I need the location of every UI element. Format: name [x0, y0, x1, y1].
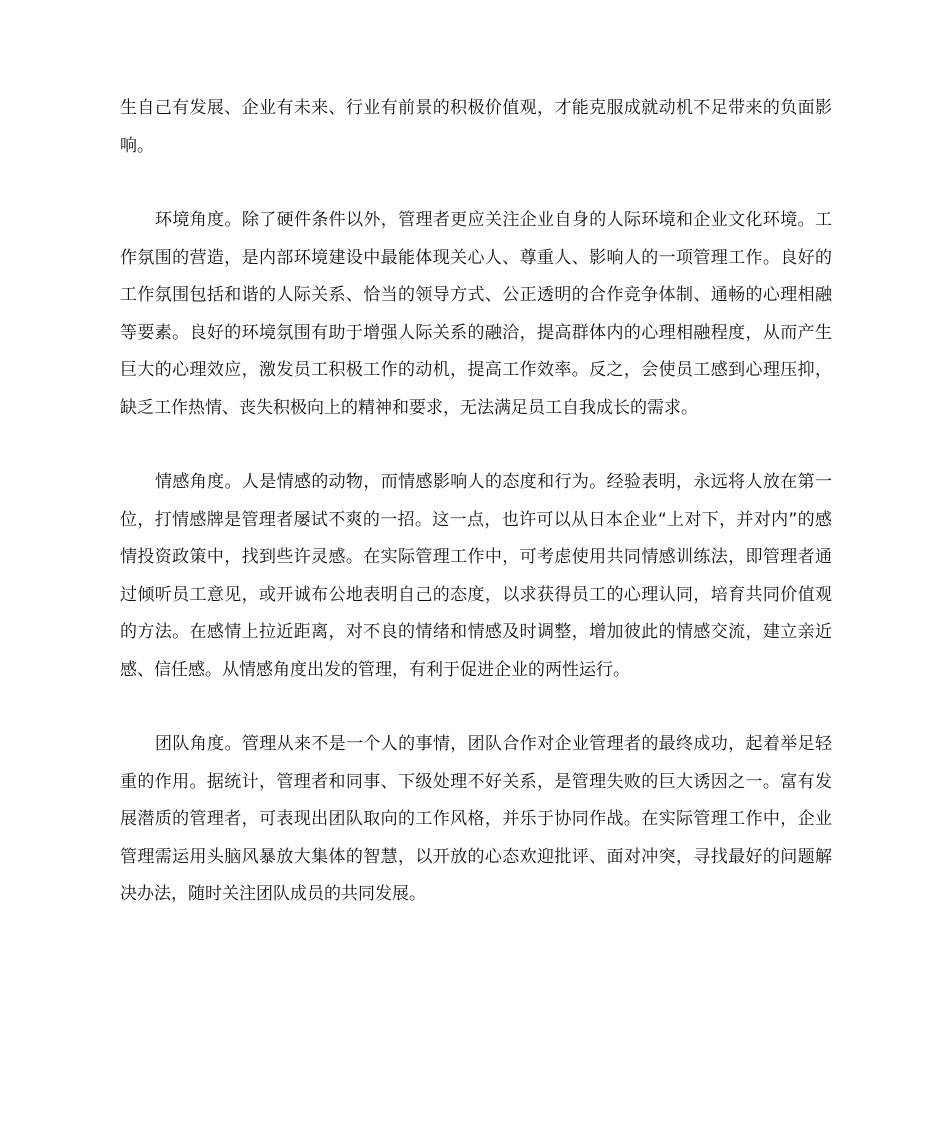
paragraph-continuation: 生自己有发展、企业有未来、行业有前景的积极价值观，才能克服成就动机不足带来的负面影响。 [120, 98, 832, 156]
paragraph-spacer [120, 427, 832, 464]
document-page [120, 90, 832, 914]
paragraph-spacer [120, 165, 832, 202]
paragraph-spacer [120, 689, 832, 726]
paragraph-emotion: 情感角度。人是情感的动物，而情感影响人的态度和行为。经验表明，永远将人放在第一位，打情感牌是管理者屡试不爽的一招。这一点，也许可以从日本企业“上对下，并对内”的感情投资政策中，找到些许灵感。在实际管理工作中，可考虑使用共同情感训练法，即管理者通过倾听员工意见，或开诚布公地表明自己的态度，以求获得员工的心理认同，培育共同价值观的方法。在感情上拉近距离，对不良的情绪和情感及时调整，增加彼此的情感交流，建立亲近感、信任感。从情感角度出发的管理，有利于促进企业的两性运行。 [120, 472, 832, 680]
paragraph-team: 团队角度。管理从来不是一个人的事情，团队合作对企业管理者的最终成功，起着举足轻重的作用。据统计，管理者和同事、下级处理不好关系，是管理失败的巨大诱因之一。富有发展潜质的管理者，可表现出团队取向的工作风格，并乐于协同作战。在实际管理工作中，企业管理需运用头脑风暴放大集体的智慧，以开放的心态欢迎批评、面对冲突，寻找最好的问题解决办法，随时关注团队成员的共同发展。 [120, 734, 832, 904]
paragraph-environment: 环境角度。除了硬件条件以外，管理者更应关注企业自身的人际环境和企业文化环境。工作氛围的营造，是内部环境建设中最能体现关心人、尊重人、影响人的一项管理工作。良好的工作氛围包括和谐的人际关系、恰当的领导方式、公正透明的合作竞争体制、通畅的心理相融等要素。良好的环境氛围有助于增强人际关系的融洽，提高群体内的心理相融程度，从而产生巨大的心理效应，激发员工积极工作的动机，提高工作效率。反之，会使员工感到心理压抑，缺乏工作热情、丧失积极向上的精神和要求，无法满足员工自我成长的需求。 [120, 210, 832, 418]
